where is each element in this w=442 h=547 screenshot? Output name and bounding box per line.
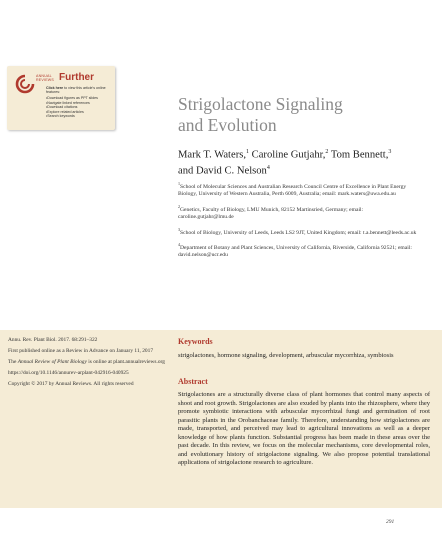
- citation: Annu. Rev. Plant Biol. 2017. 68:291–322: [8, 337, 98, 343]
- first-published: First published online as a Review in Advance on January 11, 2017: [8, 347, 154, 354]
- author-sup: 3: [388, 149, 392, 155]
- journal-name: Annual Review of Plant Biology: [17, 358, 87, 365]
- affiliation-item: [178, 180, 418, 198]
- further-badge[interactable]: [7, 66, 115, 130]
- author-sup: 4: [266, 165, 270, 172]
- feature-search-keywords[interactable]: • Search keywords: [46, 114, 98, 119]
- title-line: Strigolactone Signaling: [178, 94, 343, 114]
- author-sup: 1: [246, 149, 249, 155]
- article-meta: [8, 337, 168, 392]
- online-prefix: The: [8, 358, 18, 365]
- keywords-text: strigolactones, hormone signaling, development, arbuscular mycorrhiza, symbiosis: [178, 352, 394, 359]
- online-note: [8, 359, 168, 366]
- affiliation-sup: 3: [178, 226, 180, 232]
- copyright: Copyright © 2017 by Annual Reviews. All rights reserved: [8, 380, 134, 387]
- author-name: Mark T. Waters,: [178, 149, 246, 161]
- feature-download-citations[interactable]: • Download citations: [46, 105, 98, 110]
- further-title: Further: [59, 72, 94, 83]
- affiliation-sup: 1: [178, 181, 180, 186]
- affiliation-text: School of Molecular Sciences and Australian Research Council Centre of Excellence in Plant Energy Biology, University of Western Australia, Perth 6009, Australia; email: mark.waters@uwa.edu.au: [178, 183, 407, 198]
- feature-explore-related[interactable]: • Explore related articles: [46, 110, 98, 115]
- further-features-list: [46, 96, 98, 119]
- keywords-heading: Keywords: [178, 337, 213, 346]
- wordmark-line: REVIEWS: [36, 78, 54, 83]
- annual-reviews-logo-icon: [14, 73, 36, 95]
- page-number: 291: [386, 519, 395, 525]
- affiliation-sup: 2: [178, 203, 180, 209]
- click-here-rest: to view this article's online features:: [46, 86, 106, 95]
- author-list: [178, 146, 428, 178]
- feature-navigate-references[interactable]: • Navigate linked references: [46, 101, 98, 106]
- doi-link[interactable]: https://doi.org/10.1146/annurev-arplant-042916-040925: [8, 369, 129, 376]
- author-name: Tom Bennett,: [330, 149, 389, 161]
- title-line: and Evolution: [178, 115, 277, 135]
- affiliation-item: [178, 226, 418, 237]
- author-sup: 2: [325, 149, 329, 155]
- wordmark-line: ANNUAL: [36, 74, 52, 78]
- affiliation-item: [178, 203, 418, 221]
- feature-download-figures[interactable]: • Download figures as PPT slides: [46, 96, 98, 101]
- author-name: and David C. Nelson: [178, 165, 267, 177]
- author-name: Caroline Gutjahr,: [251, 149, 326, 161]
- article-title: [178, 94, 343, 136]
- abstract-text: Strigolactones are a structurally diverse class of plant hormones that control many aspects of shoot and root growth. Strigolactones are also exuded by plants into the rhizosphere, where they promote symbiotic interactions with arbuscular mycorrhizal fungi and germination of root parasitic plants in the Orobanchaceae family. Therefore, understanding how strigolactones are made, transported, and perceived may lead to agricultural innovations as well as a deeper knowledge of how plants function. Substantial progress has been made in these areas over the past decade. In this review, we focus on the molecular mechanisms, core developmental roles, and evolutionary history of strigolactone signaling. We also propose potential translational applications of strigolactone research to agriculture.: [178, 391, 430, 466]
- affiliations: [178, 180, 418, 264]
- affiliation-text: Genetics, Faculty of Biology, LMU Munich, 82152 Martinsried, Germany; email: caroline.gutjahr@lmu.de: [178, 206, 364, 220]
- affiliation-sup: 4: [178, 242, 180, 248]
- online-suffix[interactable]: is online at plant.annualreviews.org: [86, 358, 165, 365]
- affiliation-text: School of Biology, University of Leeds, Leeds LS2 9JT, United Kingdom; email: t.a.bennett@leeds.ac.uk: [180, 229, 417, 236]
- affiliation-item: [178, 241, 418, 259]
- affiliation-text: Department of Botany and Plant Sciences, University of California, Riverside, California 92521; email: david.nelson@ucr.edu: [178, 245, 412, 259]
- abstract-heading: Abstract: [178, 377, 208, 386]
- annual-reviews-wordmark: [36, 74, 60, 82]
- click-here-link[interactable]: Click here: [46, 86, 64, 90]
- further-click-text[interactable]: [46, 86, 112, 95]
